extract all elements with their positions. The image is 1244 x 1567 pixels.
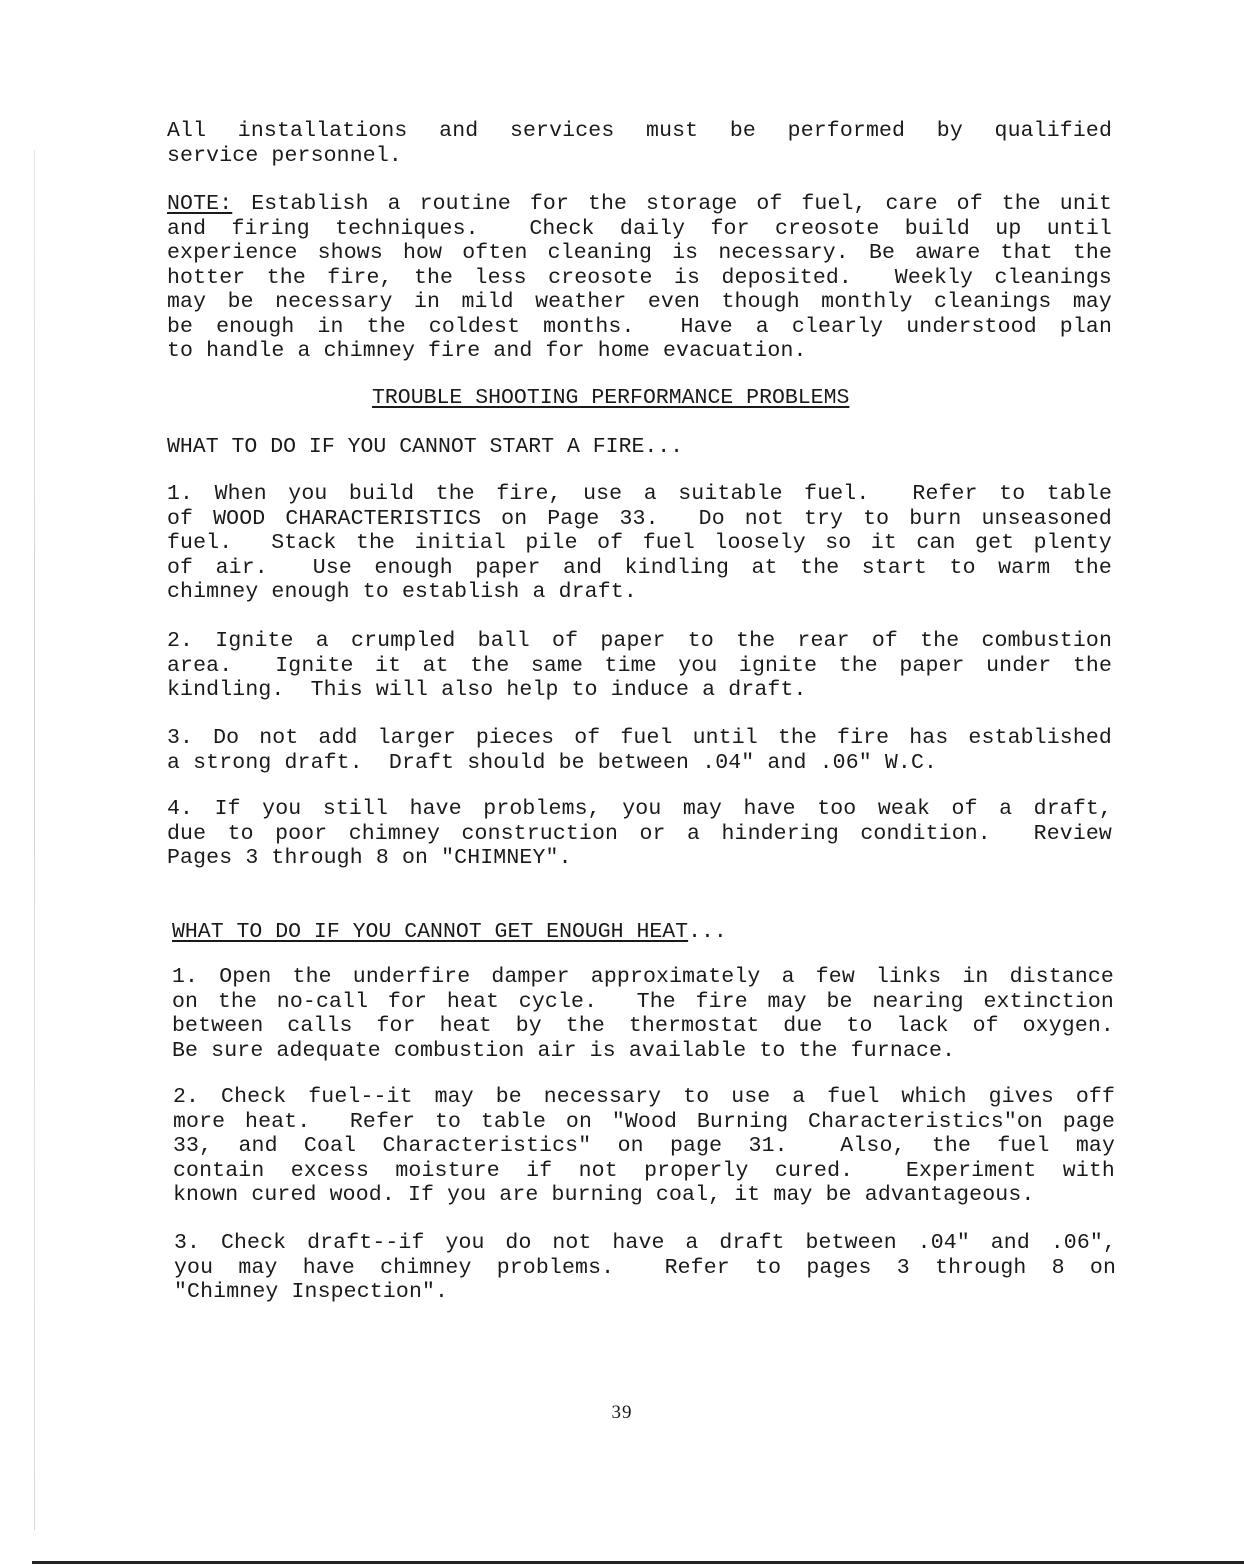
text-line: hotter the fire, the less creosote is deposited. Weekly cleanings [167, 265, 1112, 290]
text-line: 1. When you build the fire, use a suitable fuel. Refer to table [167, 482, 1112, 506]
enough-heat-item-3 [174, 1231, 1116, 1305]
text-line: kindling. This will also help to induce a draft. [167, 678, 807, 702]
start-fire-item-4 [167, 797, 1112, 871]
text-line: "Chimney Inspection". [174, 1280, 449, 1304]
text-line: of air. Use enough paper and kindling at the start to warm the [167, 555, 1112, 580]
bottom-rule [32, 1561, 1244, 1564]
text-line: to handle a chimney fire and for home evacuation. [167, 339, 807, 363]
text-line: you may have chimney problems. Refer to pages 3 through 8 on [174, 1255, 1116, 1280]
text-line: 2. Check fuel--it may be necessary to use a fuel which gives off [173, 1085, 1115, 1109]
enough-heat-heading-ellipsis: ... [688, 920, 727, 944]
text-line: may be necessary in mild weather even though monthly cleanings may [167, 290, 1112, 314]
text-line: Pages 3 through 8 on "CHIMNEY". [167, 846, 572, 870]
text-line: and firing techniques. Check daily for creosote build up until [167, 216, 1112, 241]
note-paragraph [167, 192, 1112, 364]
text-line: chimney enough to establish a draft. [167, 580, 637, 604]
start-fire-item-3 [167, 726, 1112, 775]
note-label: NOTE: [167, 192, 233, 216]
text-line: 3. Check draft--if you do not have a draft between .04" and .06", [174, 1231, 1116, 1255]
text-line: be enough in the coldest months. Have a clearly understood plan [167, 314, 1112, 339]
text-line: 1. Open the underfire damper approximately a few links in distance [172, 965, 1114, 989]
text-line: on the no-call for heat cycle. The fire may be nearing extinction [172, 989, 1114, 1014]
section-title: TROUBLE SHOOTING PERFORMANCE PROBLEMS [372, 386, 850, 410]
text-line: of WOOD CHARACTERISTICS on Page 33. Do not try to burn unseasoned [167, 506, 1112, 531]
intro-paragraph [167, 119, 1112, 168]
text-line: 2. Ignite a crumpled ball of paper to the rear of the combustion [167, 629, 1112, 653]
text-line: more heat. Refer to table on "Wood Burning Characteristics"on page [173, 1109, 1115, 1134]
text-line: service personnel. [167, 143, 402, 168]
text-line [167, 192, 1112, 217]
text-line: contain excess moisture if not properly cured. Experiment with [173, 1158, 1115, 1183]
enough-heat-heading-text: WHAT TO DO IF YOU CANNOT GET ENOUGH HEAT [172, 920, 689, 944]
text-line: area. Ignite it at the same time you ignite the paper under the [167, 653, 1112, 678]
text-line: 33, and Coal Characteristics" on page 31. Also, the fuel may [173, 1134, 1115, 1158]
text-line: Be sure adequate combustion air is available to the furnace. [172, 1038, 956, 1063]
enough-heat-item-1 [172, 965, 1114, 1063]
text-line: 3. Do not add larger pieces of fuel until the fire has established [167, 726, 1112, 750]
note-line-text: Establish a routine for the storage of fuel, care of the unit [232, 192, 1112, 216]
text-line: a strong draft. Draft should be between .04" and .06" W.C. [167, 750, 938, 775]
enough-heat-heading [172, 920, 727, 944]
text-line: between calls for heat by the thermostat due to lack of oxygen. [172, 1014, 1114, 1038]
start-fire-item-2 [167, 629, 1112, 703]
text-line: experience shows how often cleaning is necessary. Be aware that the [167, 241, 1112, 265]
scan-edge-mark [34, 150, 35, 1530]
start-fire-item-1 [167, 482, 1112, 605]
start-fire-heading: WHAT TO DO IF YOU CANNOT START A FIRE... [167, 435, 684, 459]
text-line: known cured wood. If you are burning coal, it may be advantageous. [173, 1183, 1035, 1207]
text-line: All installations and services must be performed by qualified [167, 119, 1112, 143]
text-line: due to poor chimney construction or a hindering condition. Review [167, 821, 1112, 846]
enough-heat-item-2 [173, 1085, 1115, 1208]
text-line: fuel. Stack the initial pile of fuel loosely so it can get plenty [167, 531, 1112, 555]
page-number: 39 [611, 1402, 633, 1423]
text-line: 4. If you still have problems, you may have too weak of a draft, [167, 797, 1112, 821]
